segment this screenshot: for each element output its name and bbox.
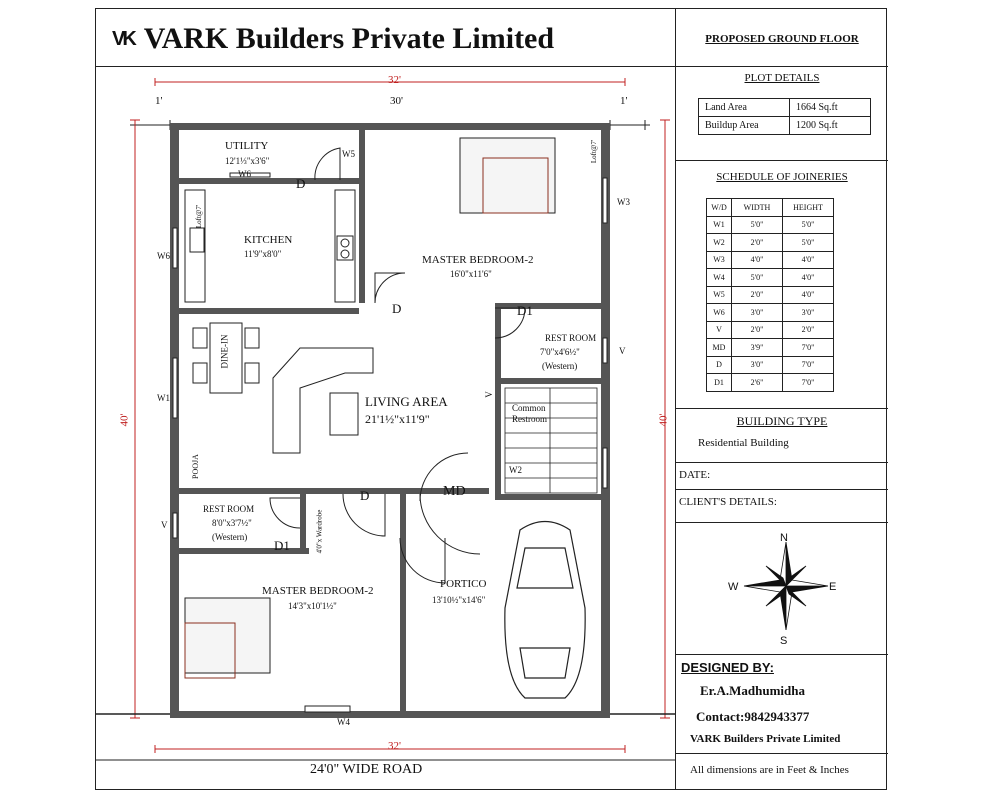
schedule-cell: 3'9" [732,339,783,357]
plot-details-title: PLOT DETAILS [744,72,820,84]
car [505,522,585,699]
schedule-cell: 2'0" [783,321,834,339]
schedule-cell: 5'0" [783,234,834,252]
portico-size: 13'10½"x14'6" [432,595,486,605]
schedule-row [707,339,834,357]
plot-value: 1200 Sq.ft [790,117,871,135]
schedule-cell: D [707,356,732,374]
tag-v-living: V [483,391,494,398]
schedule-cell: 3'0" [732,356,783,374]
schedule-cell: 5'0" [732,216,783,234]
schedule-table [706,198,834,392]
tag-w6-utility: W6 [238,169,251,179]
schedule-cell: 4'0" [783,269,834,287]
rest2-name: REST ROOM [203,504,255,514]
dim-left-one: 1' [155,95,163,107]
schedule-cell: 5'0" [783,216,834,234]
common-line1: Common [512,403,546,413]
master1-size: 16'0"x11'6" [450,269,492,279]
master2-size: 14'3"x10'1½" [288,601,337,611]
schedule-cell: 4'0" [783,251,834,269]
dim-right-one: 1' [620,95,628,107]
client-label: CLIENT'S DETAILS: [679,496,777,508]
schedule-row [707,216,834,234]
compass-n: N [780,532,788,544]
compass-e: E [829,581,837,593]
living-size: 21'1½"x11'9" [365,412,430,426]
schedule-cell: 3'0" [783,304,834,322]
loft-kitchen-label: Loft@7' [195,204,204,229]
plot-details-table [698,98,871,135]
compass-w: W [728,581,739,593]
utility-size: 12'1⅓"x3'6" [225,156,270,166]
plot-label: Buildup Area [699,117,790,135]
tag-d1-rest1: D1 [517,303,533,318]
portico-name: PORTICO [440,578,487,590]
schedule-cell: 5'0" [732,269,783,287]
wardrobe-label: 4'0"x Wardrobe [315,509,324,554]
schedule-cell: W1 [707,216,732,234]
dimension-note: All dimensions are in Feet & Inches [690,764,849,776]
schedule-header-cell: HEIGHT [783,199,834,217]
road-label: 24'0" WIDE ROAD [310,762,423,777]
schedule-header-cell: WIDTH [732,199,783,217]
building-type: Residential Building [698,437,789,449]
schedule-cell: 3'0" [732,304,783,322]
plot-row [699,99,871,117]
company-name: VARK Builders Private Limited [143,22,555,55]
header-divider [95,66,675,67]
kitchen-size: 11'9"x8'0" [244,249,282,259]
info-panel [675,8,887,790]
schedule-row [707,304,834,322]
tag-w1: W1 [157,393,170,403]
schedule-cell: 7'0" [783,374,834,392]
schedule-cell: 2'6" [732,374,783,392]
compass-s: S [780,635,788,647]
compass-icon [736,530,836,640]
tag-d-master1: D [392,301,402,316]
plot-value: 1664 Sq.ft [790,99,871,117]
dine-label: DINE-IN [219,334,230,369]
schedule-cell: D1 [707,374,732,392]
date-label: DATE: [679,469,711,481]
dim-left-side: 40' [118,413,131,427]
plot-label: Land Area [699,99,790,117]
designed-by-label: DESIGNED BY: [681,660,774,675]
schedule-cell: 2'0" [732,234,783,252]
sofa [273,348,373,453]
designer-company: VARK Builders Private Limited [690,733,841,745]
master1-name: MASTER BEDROOM-2 [422,254,534,266]
tag-w3: W3 [617,197,630,207]
tag-md: MD [443,484,466,499]
master2-name: MASTER BEDROOM-2 [262,585,374,597]
schedule-header-row [707,199,834,217]
rest1-type: (Western) [542,361,578,371]
schedule-cell: W6 [707,304,732,322]
rest1-size: 7'0"x4'6½" [540,347,580,357]
tag-w5: W5 [342,149,355,159]
dim-top-outer: 32' [388,74,401,86]
schedule-cell: W4 [707,269,732,287]
kitchen-name: KITCHEN [244,234,293,246]
tag-d-master2: D [360,488,370,503]
living-name: LIVING AREA [365,394,448,409]
rest1-name: REST ROOM [545,333,597,343]
floor-plan [95,68,675,790]
company-logo: VK [112,27,134,50]
schedule-row [707,374,834,392]
utility-name: UTILITY [225,140,269,152]
schedule-row [707,269,834,287]
schedule-cell: MD [707,339,732,357]
building-type-title: BUILDING TYPE [736,414,828,428]
tag-w2: W2 [509,465,522,475]
common-line2: Restroom [512,414,547,424]
designer-name: Er.A.Madhumidha [700,683,805,698]
schedule-cell: 4'0" [732,251,783,269]
dim-right-side: 40' [657,413,670,427]
schedule-cell: 4'0" [783,286,834,304]
schedule-cell: 7'0" [783,356,834,374]
rest2-type: (Western) [212,532,248,542]
schedule-cell: V [707,321,732,339]
tag-w6-kitchen: W6 [157,251,170,261]
tag-v-rest2: V [161,520,168,530]
schedule-row [707,234,834,252]
loft-label: Loft@7' [590,139,599,164]
tag-v-rest1: V [619,346,626,356]
dim-bottom: 32' [388,740,401,752]
schedule-row [707,286,834,304]
schedule-row [707,356,834,374]
designer-contact: Contact:9842943377 [696,709,810,724]
schedule-cell: 2'0" [732,321,783,339]
schedule-row [707,321,834,339]
plot-row [699,117,871,135]
schedule-header-cell: W/D [707,199,732,217]
schedule-cell: 7'0" [783,339,834,357]
schedule-cell: W5 [707,286,732,304]
tag-d1-rest2: D1 [274,538,290,553]
pooja-label: POOJA [190,454,200,479]
schedule-cell: 2'0" [732,286,783,304]
tag-w4: W4 [337,717,350,727]
rest2-size: 8'0"x3'7½" [212,518,252,528]
schedule-title: SCHEDULE OF JOINERIES [716,171,848,183]
dim-top-inner: 30' [390,95,403,107]
schedule-row [707,251,834,269]
proposed-floor: PROPOSED GROUND FLOOR [705,33,859,45]
tag-d-utility: D [296,176,306,191]
schedule-cell: W2 [707,234,732,252]
schedule-cell: W3 [707,251,732,269]
header-title [112,14,660,64]
